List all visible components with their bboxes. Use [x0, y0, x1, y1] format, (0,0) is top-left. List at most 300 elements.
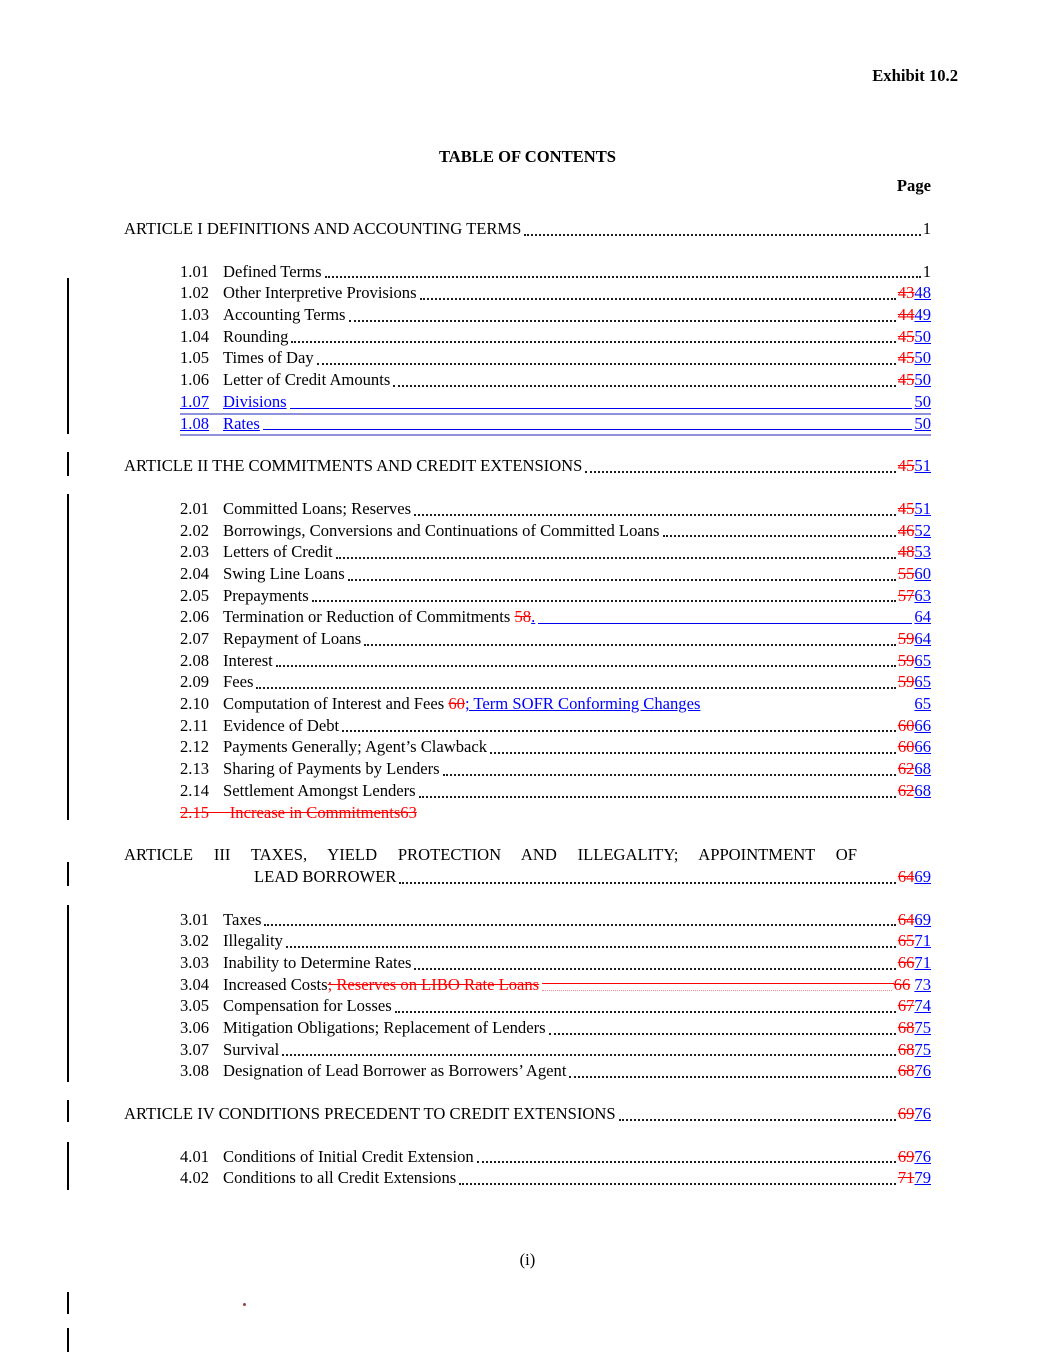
article-rows — [124, 261, 931, 435]
dot-leader — [286, 930, 896, 948]
dot-leader — [414, 498, 896, 516]
toc-row — [180, 1060, 931, 1082]
toc-row — [180, 952, 931, 974]
heading-indent — [124, 866, 254, 888]
section-title — [223, 606, 535, 628]
section-number: 1.06 — [180, 370, 210, 390]
section-number: 2.14 — [180, 780, 210, 800]
page-number — [898, 282, 931, 304]
page-number — [898, 520, 931, 542]
inserted-page-number: 50 — [914, 370, 931, 390]
section-number: 2.04 — [180, 563, 210, 583]
page-title: TABLE OF CONTENTS — [438, 147, 617, 166]
dot-leader — [549, 1017, 896, 1035]
section-title — [223, 1167, 456, 1189]
page-number — [898, 369, 931, 391]
dot-leader — [264, 909, 895, 927]
deleted-page-number: 65 — [897, 931, 915, 951]
page-number — [898, 715, 931, 737]
page-number — [898, 628, 931, 650]
section-title-text: Compensation for Losses — [223, 996, 392, 1016]
section-number: 4.02 — [180, 1168, 210, 1188]
section-title — [223, 1039, 279, 1061]
section-title-text: Repayment of Loans — [223, 629, 362, 648]
section-title-text: Letters of Credit — [223, 542, 333, 562]
section-title — [223, 541, 333, 563]
article-block — [124, 218, 931, 434]
section-number: 3.08 — [180, 1061, 210, 1081]
section-title-text: Interest — [223, 650, 273, 670]
deleted-page-number: 59 — [897, 650, 915, 670]
toc-row — [180, 369, 931, 391]
page-column-label: Page — [896, 176, 931, 195]
section-title — [223, 347, 314, 369]
section-number: 1.03 — [180, 305, 210, 325]
section-title — [223, 1017, 546, 1039]
deleted-page-number: 59 — [897, 672, 915, 692]
section-title — [223, 304, 346, 326]
toc-row — [180, 995, 931, 1017]
section-title-text: Increased Costs — [223, 974, 328, 994]
inserted-page-number: 60 — [914, 563, 931, 583]
toc-row-deleted — [180, 802, 931, 824]
page-number — [898, 347, 931, 369]
dot-leader — [291, 326, 895, 344]
section-title-text: Taxes — [223, 909, 262, 929]
article-block — [124, 844, 931, 1082]
deleted-page-number: 64 — [897, 866, 915, 886]
toc-row — [180, 693, 931, 715]
revision-change-bar — [67, 1292, 69, 1314]
dot-leader — [490, 736, 896, 754]
section-title — [223, 995, 392, 1017]
toc-row — [180, 304, 931, 326]
section-title-text: Other Interpretive Provisions — [223, 283, 417, 303]
dot-leader — [619, 1103, 896, 1121]
section-title — [223, 693, 700, 715]
dot-leader — [364, 628, 896, 646]
section-number: 3.05 — [180, 996, 210, 1016]
article-rows — [124, 1146, 931, 1189]
deleted-page-number: 71 — [897, 1168, 915, 1188]
deleted-page-number: 43 — [897, 283, 915, 303]
dot-leader — [349, 304, 896, 322]
page-number — [898, 930, 931, 952]
toc-row — [180, 282, 931, 304]
inserted-page-number: 68 — [914, 759, 931, 779]
dot-leader — [282, 1039, 896, 1057]
section-title — [223, 498, 411, 520]
dot-leader — [263, 413, 913, 431]
section-title — [223, 585, 309, 607]
section-title-text: Times of Day — [223, 348, 314, 368]
inserted-page-number: 51 — [914, 456, 931, 476]
deleted-page-number: 69 — [897, 1104, 915, 1124]
deleted-page-number: 45 — [897, 348, 915, 368]
deleted-page-number: 66 — [897, 952, 915, 972]
section-title — [223, 952, 411, 974]
deleted-page-number: 57 — [897, 585, 915, 605]
deleted-page-number: 68 — [897, 1061, 915, 1081]
toc-row — [180, 261, 931, 283]
section-title — [223, 369, 390, 391]
revision-change-bar — [67, 278, 69, 434]
dot-leader — [459, 1167, 896, 1185]
inserted-page-number: 53 — [914, 542, 931, 562]
section-title-text: Inability to Determine Rates — [223, 952, 412, 972]
section-number: 2.09 — [180, 672, 210, 692]
section-number: 3.04 — [180, 974, 210, 994]
page-number — [898, 326, 931, 348]
toc-content — [124, 0, 931, 1189]
page-number — [898, 995, 931, 1017]
inserted-page-number: 50 — [914, 326, 931, 346]
inserted-page-number: 64 — [914, 607, 931, 627]
page-number — [898, 1060, 931, 1082]
dot-leader — [317, 347, 896, 365]
section-number: 2.10 — [180, 694, 210, 714]
section-title — [223, 758, 440, 780]
dot-leader — [703, 693, 912, 711]
page-number — [898, 736, 931, 758]
section-number: 3.06 — [180, 1018, 210, 1038]
toc-row — [180, 1167, 931, 1189]
section-title-text: Conditions to all Credit Extensions — [223, 1168, 457, 1188]
inserted-page-number: 50 — [914, 348, 931, 368]
section-number: 2.05 — [180, 585, 210, 605]
section-title-text: Conditions of Initial Credit Extension — [223, 1146, 474, 1166]
section-number: 4.01 — [180, 1146, 210, 1166]
section-title — [223, 520, 660, 542]
dot-leader — [414, 952, 895, 970]
inserted-page-number: 50 — [914, 413, 931, 433]
section-title — [223, 671, 253, 693]
page-number — [898, 650, 931, 672]
toc-row — [180, 650, 931, 672]
section-title — [223, 930, 283, 952]
section-title-text: Illegality — [223, 931, 283, 951]
deleted-page-number: 55 — [897, 563, 915, 583]
page-number — [898, 455, 931, 477]
deleted-page-number: 44 — [897, 305, 915, 325]
article-rows — [124, 909, 931, 1083]
page-number — [898, 952, 931, 974]
page-number — [914, 693, 931, 715]
dot-leader — [477, 1146, 896, 1164]
dot-leader — [348, 563, 896, 581]
dot-leader — [538, 606, 912, 624]
toc-row — [180, 758, 931, 780]
section-title — [223, 909, 261, 931]
toc-row — [180, 628, 931, 650]
deleted-page-number: 67 — [897, 996, 915, 1016]
section-title — [223, 563, 345, 585]
revision-change-bar — [67, 1328, 69, 1352]
page-number — [898, 498, 931, 520]
section-title — [223, 780, 416, 802]
deleted-page-number: 59 — [897, 629, 915, 648]
section-title-text: Termination or Reduction of Commitments — [223, 607, 511, 627]
deleted-page-number: 62 — [897, 780, 915, 800]
inserted-page-number: 71 — [914, 952, 931, 972]
inserted-page-number: 63 — [914, 585, 931, 605]
revision-change-bar — [67, 452, 69, 476]
page-number — [898, 866, 931, 888]
page-number — [898, 563, 931, 585]
dot-leader — [276, 650, 896, 668]
toc-row — [180, 909, 931, 931]
section-title — [223, 736, 487, 758]
revision-change-bar — [67, 494, 69, 820]
section-number: 1.07 — [180, 391, 210, 411]
inserted-page-number: 76 — [914, 1146, 931, 1166]
section-number: 2.02 — [180, 520, 210, 540]
inserted-page-number: 66 — [914, 737, 931, 757]
inserted-page-number: 48 — [914, 283, 931, 303]
section-title — [223, 282, 417, 304]
dot-leader — [419, 780, 896, 798]
dot-leader — [395, 995, 896, 1013]
section-title-text: Sharing of Payments by Lenders — [223, 759, 440, 779]
dot-leader — [420, 282, 896, 300]
deleted-page-number: 60 — [897, 715, 915, 735]
dot-leader — [524, 218, 920, 236]
revision-change-bar — [67, 1142, 69, 1190]
toc-row — [180, 520, 931, 542]
section-title — [223, 650, 273, 672]
section-title-text: Committed Loans; Reserves — [223, 498, 412, 518]
page-number — [923, 261, 931, 283]
page-number — [898, 1017, 931, 1039]
inserted-page-number: 68 — [914, 780, 931, 800]
toc-row — [180, 541, 931, 563]
article-heading-row — [124, 455, 931, 477]
dot-leader — [336, 541, 896, 559]
section-title-text: Rounding — [223, 326, 289, 346]
section-title — [223, 261, 322, 283]
section-number: 2.01 — [180, 498, 210, 518]
article-heading: ARTICLE IV CONDITIONS PRECEDENT TO CREDIT EXTENSIONS — [124, 1104, 616, 1124]
deleted-title-text: 60 — [448, 694, 465, 714]
inserted-title-text: ; Term SOFR Conforming Changes — [464, 694, 701, 714]
deleted-page-number: 60 — [897, 737, 915, 757]
dot-leader — [399, 866, 895, 884]
dot-leader — [393, 369, 896, 387]
section-title — [223, 1060, 566, 1082]
section-title-text: Fees — [223, 672, 254, 692]
section-title-text: Settlement Amongst Lenders — [223, 780, 416, 800]
article-heading: ARTICLE II THE COMMITMENTS AND CREDIT EXTENSIONS — [124, 456, 583, 476]
inserted-page-number: 65 — [914, 650, 931, 670]
section-number: 2.08 — [180, 650, 210, 670]
toc-row-inserted — [180, 413, 931, 435]
deleted-page-number: 64 — [897, 909, 915, 929]
deleted-page-number: 45 — [897, 370, 915, 390]
section-title — [223, 715, 339, 737]
dot-leader — [542, 974, 892, 992]
toc-row — [180, 715, 931, 737]
deleted-page-number: 45 — [897, 326, 915, 346]
deleted-entry: 2.15 Increase in Commitments63 — [180, 802, 417, 822]
section-title — [223, 974, 539, 996]
toc-row — [180, 1146, 931, 1168]
section-title — [223, 413, 260, 435]
article-block — [124, 1103, 931, 1189]
deleted-page-number: 62 — [897, 759, 915, 779]
inserted-page-number: 79 — [914, 1168, 931, 1188]
section-title — [223, 391, 287, 413]
page-number-plain: 1 — [922, 261, 931, 281]
page-number-plain: 1 — [922, 219, 931, 238]
page-number — [898, 1146, 931, 1168]
section-number: 1.05 — [180, 348, 210, 368]
dot-leader — [290, 391, 913, 409]
deleted-title-text: 58 — [514, 607, 532, 627]
page-number — [894, 974, 931, 996]
deleted-page-number: 68 — [897, 1039, 915, 1059]
section-title-text: Swing Line Loans — [223, 563, 345, 583]
page-number — [898, 541, 931, 563]
inserted-page-number: 65 — [914, 694, 931, 714]
inserted-page-number: 75 — [914, 1039, 931, 1059]
dot-leader — [325, 261, 921, 279]
dot-leader — [663, 520, 896, 538]
article-heading-row — [124, 866, 931, 888]
section-number: 2.13 — [180, 759, 210, 779]
deleted-title-text: ; Reserves on LIBO Rate Loans — [327, 974, 540, 994]
toc-row — [180, 606, 931, 628]
section-number: 3.03 — [180, 952, 210, 972]
inserted-page-number: 69 — [914, 909, 931, 929]
inserted-page-number: 52 — [914, 520, 931, 540]
section-title-text: Mitigation Obligations; Replacement of Lenders — [223, 1018, 546, 1038]
toc-row — [180, 1039, 931, 1061]
section-title-text: Evidence of Debt — [223, 715, 340, 735]
section-number: 3.01 — [180, 909, 210, 929]
inserted-page-number: 65 — [914, 672, 931, 692]
toc-row — [180, 1017, 931, 1039]
deleted-page-number: 66 — [893, 974, 911, 994]
article-rows — [124, 498, 931, 823]
page-number — [914, 391, 931, 413]
inserted-page-number: 74 — [914, 996, 931, 1016]
toc-row — [180, 736, 931, 758]
inserted-page-number: 76 — [914, 1104, 931, 1124]
toc-row — [180, 585, 931, 607]
inserted-page-number: 64 — [914, 629, 931, 648]
article-heading: ARTICLE I DEFINITIONS AND ACCOUNTING TERMS — [124, 219, 522, 238]
section-title-text: Survival — [223, 1039, 280, 1059]
toc-row-inserted — [180, 391, 931, 413]
inserted-page-number: 49 — [914, 305, 931, 325]
inserted-page-number: 66 — [914, 715, 931, 735]
article-block — [124, 455, 931, 823]
section-title-text: Borrowings, Conversions and Continuations of Committed Loans — [223, 520, 660, 540]
section-title — [223, 1146, 474, 1168]
section-number: 2.11 — [180, 715, 209, 735]
page-number — [914, 606, 931, 628]
revision-change-bar — [67, 862, 69, 886]
section-title-text: Designation of Lead Borrower as Borrowers’ Agent — [223, 1061, 567, 1081]
article-heading-line2: LEAD BORROWER — [254, 866, 397, 886]
revision-change-bar — [67, 905, 69, 1082]
toc-row — [180, 347, 931, 369]
deleted-page-number: 45 — [897, 498, 915, 518]
page-number — [914, 413, 931, 435]
deleted-page-number: 48 — [897, 542, 915, 562]
inserted-page-number: 69 — [914, 866, 931, 886]
revision-change-bar — [67, 1100, 69, 1122]
section-title-text: Prepayments — [223, 585, 309, 605]
toc-row — [180, 780, 931, 802]
page-number-footer: (i) — [519, 1250, 536, 1269]
toc-row — [180, 326, 931, 348]
page-number — [898, 780, 931, 802]
toc-row — [180, 498, 931, 520]
dot-leader — [256, 671, 895, 689]
section-number: 1.01 — [180, 261, 210, 281]
stray-redline-mark — [243, 1303, 246, 1306]
page-number — [898, 304, 931, 326]
page-number — [898, 1039, 931, 1061]
toc-row — [180, 563, 931, 585]
deleted-page-number: 69 — [897, 1146, 915, 1166]
inserted-page-number: 73 — [914, 974, 931, 994]
section-title-text: Computation of Interest and Fees — [223, 694, 445, 714]
section-title-text: Divisions — [223, 391, 287, 411]
page-number — [923, 218, 931, 240]
toc-row — [180, 671, 931, 693]
section-number: 3.07 — [180, 1039, 210, 1059]
inserted-page-number: 51 — [914, 498, 931, 518]
toc-row — [180, 974, 931, 996]
page-number — [898, 1167, 931, 1189]
deleted-page-number: 68 — [897, 1018, 915, 1038]
section-title — [223, 628, 361, 650]
inserted-page-number: 50 — [914, 391, 931, 411]
inserted-page-number: 76 — [914, 1061, 931, 1081]
section-title — [223, 326, 288, 348]
section-number: 2.07 — [180, 629, 210, 648]
deleted-page-number: 45 — [897, 456, 915, 476]
section-number: 2.12 — [180, 737, 210, 757]
page-number — [898, 585, 931, 607]
dot-leader — [312, 585, 896, 603]
article-heading-row — [124, 218, 931, 240]
dot-leader — [569, 1060, 895, 1078]
page-number — [898, 758, 931, 780]
page-number — [898, 671, 931, 693]
section-title-text: Payments Generally; Agent’s Clawback — [223, 737, 488, 757]
page-number — [898, 909, 931, 931]
exhibit-label: Exhibit 10.2 — [872, 66, 958, 85]
dot-leader — [342, 715, 896, 733]
section-number: 2.03 — [180, 542, 210, 562]
section-number: 1.02 — [180, 283, 210, 303]
section-number: 3.02 — [180, 931, 210, 951]
section-title-text: Letter of Credit Amounts — [223, 370, 391, 390]
section-number: 1.04 — [180, 326, 210, 346]
section-number: 2.06 — [180, 607, 210, 627]
section-title-text: Accounting Terms — [223, 305, 346, 325]
inserted-title-text: . — [531, 607, 536, 627]
inserted-page-number: 71 — [914, 931, 931, 951]
dot-leader — [585, 455, 895, 473]
page-number — [898, 1103, 931, 1125]
dot-leader — [443, 758, 896, 776]
toc-row — [180, 930, 931, 952]
deleted-page-number: 46 — [897, 520, 915, 540]
